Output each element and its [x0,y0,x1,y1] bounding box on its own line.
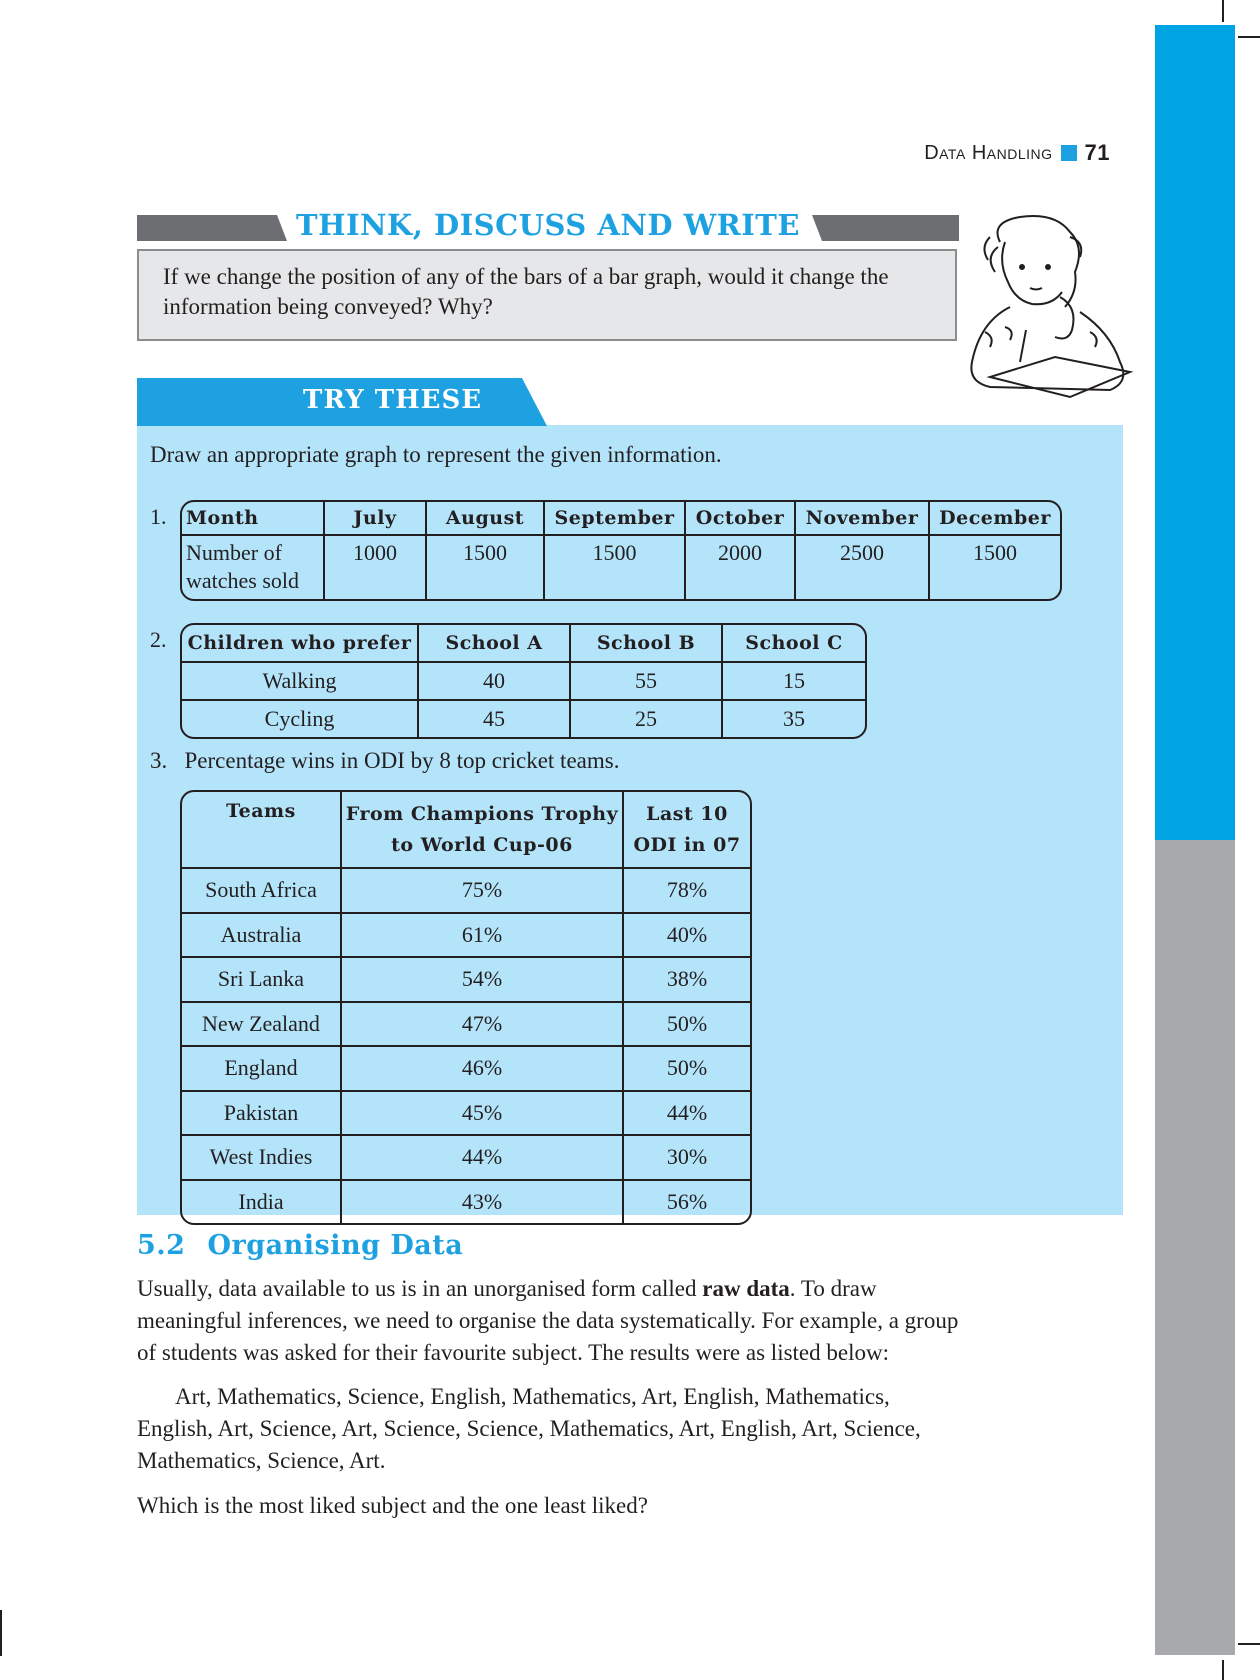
watches-sold-table [180,500,1062,601]
table-cell: South Africa [182,869,342,914]
section-number: 5.2 [137,1230,186,1261]
table-cell: 75% [342,869,624,914]
table-cell: India [182,1181,342,1224]
table-cell: 54% [342,958,624,1003]
table-row [182,914,750,959]
table-row [182,1181,750,1224]
table-header: September [545,502,686,536]
try-instruction: Draw an appropriate graph to represent the given information. [150,442,722,467]
table-cell: 45% [342,1092,624,1137]
table-header: August [427,502,545,536]
crop-mark [1222,0,1224,22]
crop-mark [1238,1643,1260,1645]
table-row [182,958,750,1003]
cricket-wins-table [180,790,752,1225]
table-cell: 38% [624,958,750,1003]
paragraph-text: . To draw meaningful inferences, we need to organise the data systematically. For example, a group of students was asked for their favourite subject. The results were as listed below: [137,1276,959,1365]
running-header [924,140,1110,166]
section-heading [137,1230,463,1261]
table-cell: Cycling [182,701,419,737]
table-cell: Australia [182,914,342,959]
table-cell: Pakistan [182,1092,342,1137]
question-number: 1. [150,504,167,529]
section-title: Organising Data [207,1230,464,1261]
table-cell: New Zealand [182,1003,342,1048]
table-row [182,1136,750,1181]
square-icon [1061,145,1077,161]
table-cell: 25 [571,701,723,737]
table-cell: 1500 [427,536,545,599]
table-cell: Sri Lanka [182,958,342,1003]
table-cell: 61% [342,914,624,959]
chapter-title: Data Handling [924,141,1053,164]
crop-mark [0,1610,2,1656]
table-row [182,701,865,737]
table-cell: 30% [624,1136,750,1181]
table-cell: 45 [419,701,571,737]
paragraph-subject-list: Art, Mathematics, Science, English, Mathematics, Art, English, Mathematics, English, Art, Science, Art, Science, Science, Mathematics, Art, English, Art, Science, Mathematics, Science, Art. [137,1384,921,1473]
table-cell: 50% [624,1003,750,1048]
table-row [182,663,865,701]
table-cell: 55 [571,663,723,701]
table-cell: 46% [342,1047,624,1092]
table-header: School B [571,625,723,663]
crop-mark [1222,1660,1224,1680]
table-cell: England [182,1047,342,1092]
table-header: July [325,502,427,536]
table-header: Teams [182,792,342,869]
table-header: Children who prefer [182,625,419,663]
table-header: October [686,502,796,536]
table-cell: Number of watches sold [182,536,325,599]
table-cell: 47% [342,1003,624,1048]
question-text: Percentage wins in ODI by 8 top cricket teams. [184,748,620,773]
table-header: School A [419,625,571,663]
table-cell: 1500 [973,540,1017,565]
table-cell: 44% [624,1092,750,1137]
table-cell: 1000 [325,536,427,599]
table-cell: 43% [342,1181,624,1224]
bold-term: raw data [702,1276,790,1301]
thinking-girl-illustration [960,212,1135,412]
table-cell: 40 [419,663,571,701]
question-number: 3. [150,748,168,773]
question-number: 2. [150,627,167,652]
question-3 [150,748,619,774]
table-row [182,869,750,914]
paragraph-raw-data [137,1273,967,1369]
think-title: THINK, DISCUSS AND WRITE [296,208,800,242]
table-cell: 2000 [686,536,796,599]
table-cell: 50% [624,1047,750,1092]
table-header: School C [723,625,865,663]
table-cell: 1500 [545,536,686,599]
table-cell: West Indies [182,1136,342,1181]
table-header: Last 10 ODI in 07 [624,792,750,869]
table-header: December [930,502,1060,536]
try-these-title: TRY THESE [303,385,483,415]
table-header: Month [182,502,325,536]
table-header: From Champions Trophy to World Cup-06 [342,792,624,869]
paragraph-text: Usually, data available to us is in an unorganised form called [137,1276,703,1301]
table-cell: 15 [723,663,865,701]
page-number: 71 [1084,140,1110,165]
table-cell: 40% [624,914,750,959]
think-question: If we change the position of any of the bars of a bar graph, would it change the information being conveyed? Why? [163,264,889,319]
margin-strip-gray [1155,840,1235,1655]
crop-mark [1238,36,1260,38]
paragraph-question: Which is the most liked subject and the one least liked? [137,1493,648,1518]
table-row [182,1092,750,1137]
table-cell: 2500 [796,536,930,599]
table-cell: 44% [342,1136,624,1181]
margin-strip-blue [1155,25,1235,840]
table-row [182,1047,750,1092]
table-cell: 78% [624,869,750,914]
table-header: November [796,502,930,536]
table-cell: Walking [182,663,419,701]
table-row [182,1003,750,1048]
table-cell: 35 [783,706,805,731]
children-prefer-table [180,623,867,739]
table-cell: 56% [666,1188,708,1214]
